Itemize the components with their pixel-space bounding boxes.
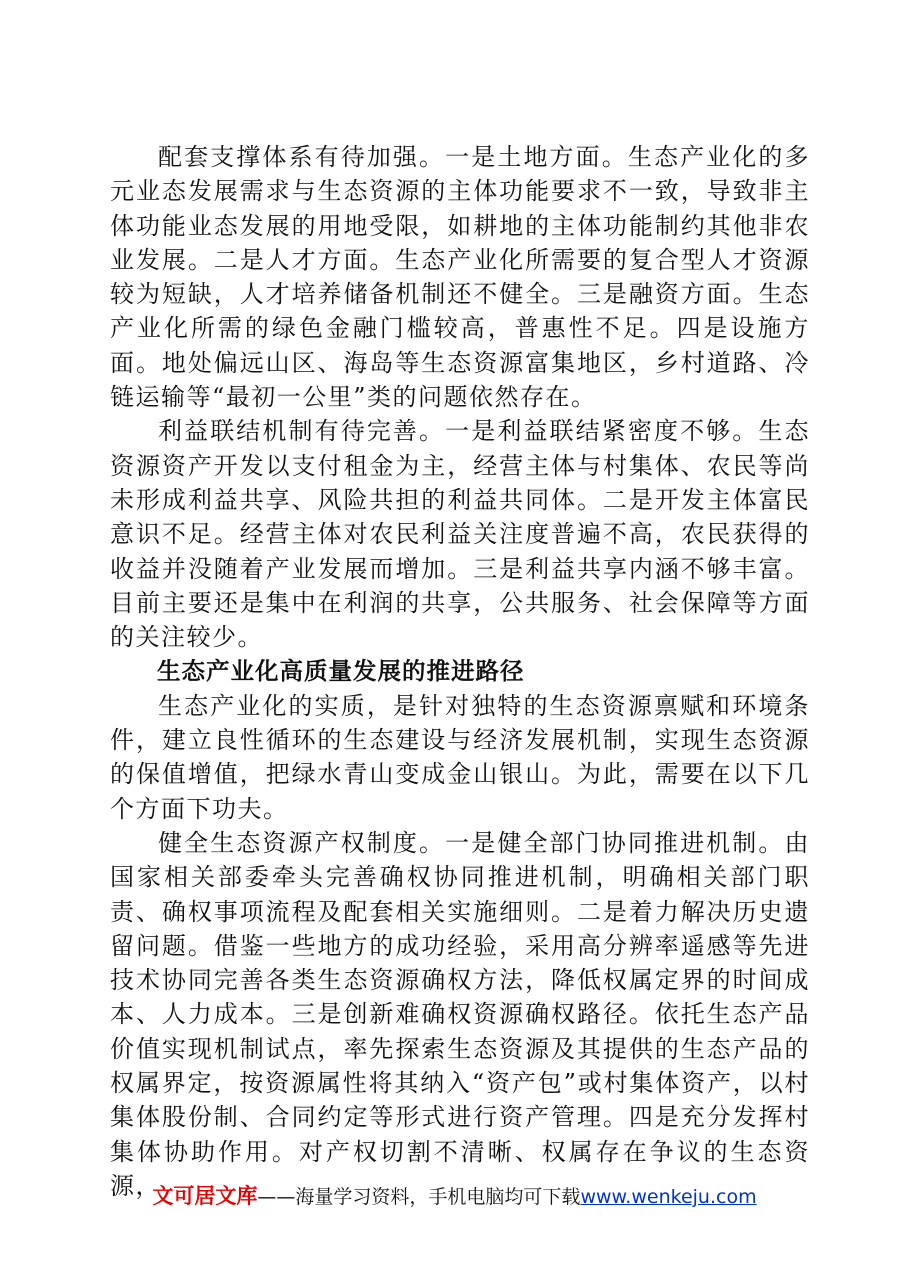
paragraph-property-rights: 健全生态资源产权制度。一是健全部门协同推进机制。由国家相关部委牵头完善确权协同推进机制，明确相关部门职责、确权事项流程及配套相关实施细则。二是着力解决历史遗留问题。借鉴一些地方的成功经验，采用高分辨率遥感等先进技术协同完善各类生态资源确权方法，降低权属定界的时间成本、人力成本。三是创新难确权资源确权路径。依托生态产品价值实现机制试点，率先探索生态资源及其提供的生态产品的权属界定，按资源属性将其纳入“资产包”或村集体资产，以村集体股份制、合同约定等形式进行资产管理。四是充分发挥村集体协助作用。对产权切割不清晰、权属存在争议的生态资源， xyxy=(110,828,810,1200)
footer-banner xyxy=(0,1182,909,1211)
footer-tagline: ——海量学习资料，手机电脑均可下载 xyxy=(257,1186,581,1208)
paragraph-supporting-system: 配套支撑体系有待加强。一是土地方面。生态产业化的多元业态发展需求与生态资源的主体功能要求不一致，导致非主体功能业态发展的用地受限，如耕地的主体功能制约其他非农业发展。二是人才方面。生态产业化所需要的复合型人才资源较为短缺，人才培养储备机制还不健全。三是融资方面。生态产业化所需的绿色金融门槛较高，普惠性不足。四是设施方面。地处偏远山区、海岛等生态资源富集地区，乡村道路、冷链运输等“最初一公里”类的问题依然存在。 xyxy=(110,143,810,412)
document-body xyxy=(110,140,810,1203)
paragraph-interest-linkage: 利益联结机制有待完善。一是利益联结紧密度不够。生态资源资产开发以支付租金为主，经营主体与村集体、农民等尚未形成利益共享、风险共担的利益共同体。二是开发主体富民意识不足。经营主体对农民利益关注度普遍不高，农民获得的收益并没随着产业发展而增加。三是利益共享内涵不够丰富。目前主要还是集中在利润的共享，公共服务、社会保障等方面的关注较少。 xyxy=(110,417,810,652)
footer-url-link[interactable]: www.wenkeju.com xyxy=(580,1186,757,1208)
paragraph-essence: 生态产业化的实质，是针对独特的生态资源禀赋和环境条件，建立良性循环的生态建设与经济发展机制，实现生态资源的保值增值，把绿水青山变成金山银山。为此，需要在以下几个方面下功夫。 xyxy=(110,691,810,823)
section-heading: 生态产业化高质量发展的推进路径 xyxy=(157,657,525,686)
footer-brand: 文可居文库 xyxy=(152,1184,258,1208)
